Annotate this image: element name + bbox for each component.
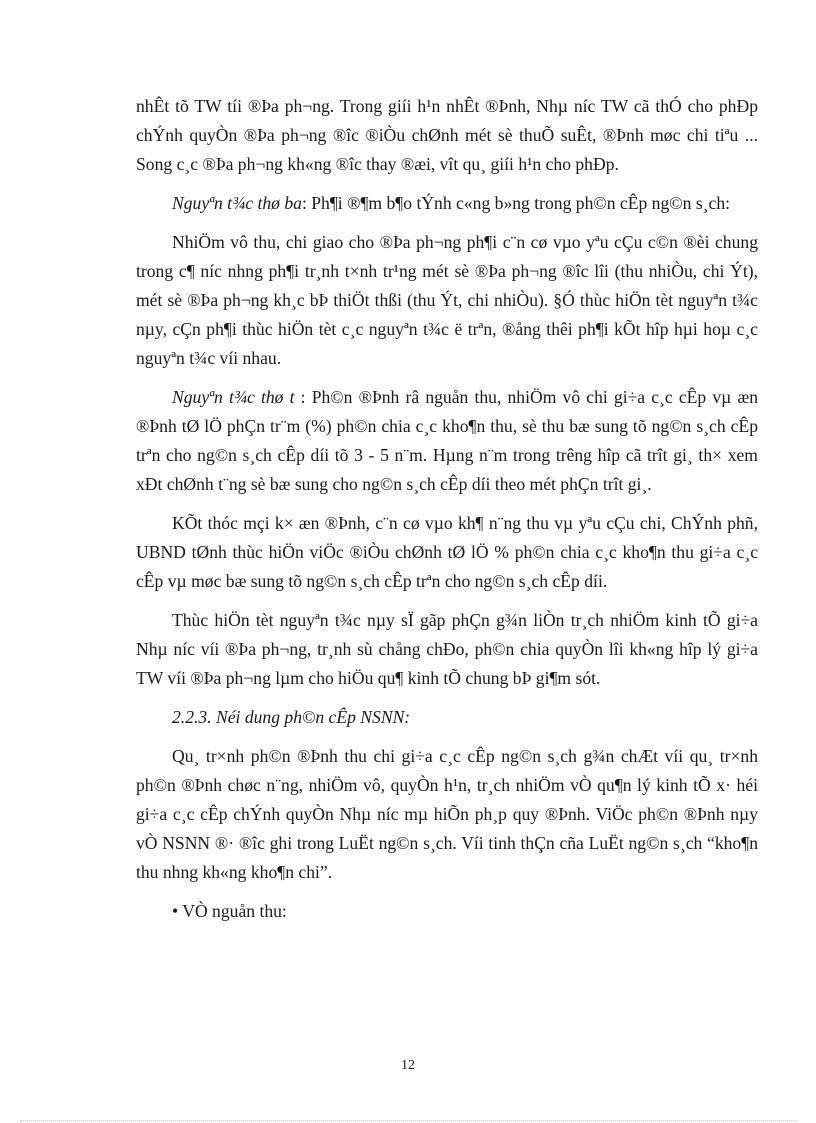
body-text bbox=[136, 92, 758, 926]
section-heading: 2.2.3. Néi dung ph©n cÊp NSNN: bbox=[172, 707, 411, 727]
page-bottom-divider bbox=[20, 1120, 796, 1121]
paragraph-principle-3: Nguyªn t¾c thø ba: Ph¶i ®¶m b¶o tÝnh c«ng b»ng trong ph©n cÊp ng©n s¸ch: bbox=[172, 193, 731, 213]
paragraph-1: nhÊt tõ TW tíi ®Þa ph¬ng. Trong giíi h¹n nhÊt ®Þnh, Nhµ níc TW cã thÓ cho phÐp chÝnh quyÒn ®Þa ph¬ng ®îc ®iÒu chØnh mét sè thuÕ suÊt, ®Þnh møc chi tiªu ... Song c¸c ®Þa ph¬ng kh«ng ®îc thay ®æi, vît qu¸ giíi h¹n cho phÐp. bbox=[136, 96, 758, 174]
paragraph-5: KÕt thóc mçi k× æn ®Þnh, c¨n cø vµo kh¶ n¨ng thu vµ yªu cÇu chi, ChÝnh phñ, UBND tØnh thùc hiÖn viÖc ®iÒu chØnh tØ lÖ % ph©n chia c¸c kho¶n thu gi÷a c¸c cÊp vµ møc bæ sung tõ ng©n s¸ch cÊp trªn cho ng©n s¸ch cÊp díi. bbox=[136, 513, 758, 591]
principle-3-lead: Nguyªn t¾c thø ba bbox=[172, 193, 302, 213]
page-number: 12 bbox=[401, 1058, 415, 1073]
paragraph-7: Qu¸ tr×nh ph©n ®Þnh thu chi gi÷a c¸c cÊp ng©n s¸ch g¾n chÆt víi qu¸ tr×nh ph©n ®Þnh chøc n¨ng, nhiÖm vô, quyÒn h¹n, tr¸ch nhiÖm vÒ qu¶n lý kinh tÕ x· héi gi÷a c¸c cÊp chÝnh quyÒn Nhµ níc mµ hiÕn ph¸p quy ®Þnh. ViÖc ph©n ®Þnh nµy vÒ NSNN ®· ®îc ghi trong LuËt ng©n s¸ch. Víi tinh thÇn cña LuËt ng©n s¸ch “kho¶n thu nhng kh«ng kho¶n chi”. bbox=[136, 746, 758, 882]
principle-4-lead: Nguyªn t¾c thø t bbox=[172, 387, 301, 407]
paragraph-principle-4: Nguyªn t¾c thø t : Ph©n ®Þnh râ nguån thu, nhiÖm vô chi gi÷a c¸c cÊp vµ æn ®Þnh tØ lÖ phÇn tr¨m (%) ph©n chia c¸c kho¶n thu, sè thu bæ sung tõ ng©n s¸ch cÊp trªn cho ng©n s¸ch cÊp díi tõ 3 - 5 n¨m. Hµng n¨m trong trêng hîp cã trît gi¸ th× xem xÐt chØnh t¨ng sè bæ sung cho ng©n s¸ch cÊp díi theo mét phÇn trît gi¸. bbox=[136, 387, 758, 494]
paragraph-6: Thùc hiÖn tèt nguyªn t¾c nµy sÏ gãp phÇn g¾n liÒn tr¸ch nhiÖm kinh tÕ gi÷a Nhµ níc víi ®Þa ph¬ng, tr¸nh sù chång chÐo, ph©n chia quyÒn lîi kh«ng hîp lý gi÷a TW víi ®Þa ph¬ng lµm cho hiÖu qu¶ kinh tÕ chung bÞ gi¶m sót. bbox=[136, 610, 758, 688]
paragraph-3: NhiÖm vô thu, chi giao cho ®Þa ph¬ng ph¶i c¨n cø vµo yªu cÇu c©n ®èi chung trong c¶ níc nhng ph¶i tr¸nh t×nh tr¹ng mét sè ®Þa ph¬ng ®îc lîi (thu nhiÒu, chi Ýt), mét sè ®Þa ph¬ng kh¸c bÞ thiÖt thßi (thu Ýt, chi nhiÒu). §Ó thùc hiÖn tèt nguyªn t¾c nµy, cÇn ph¶i thùc hiÖn tèt c¸c nguyªn t¾c ë trªn, ®ång thêi ph¶i kÕt hîp hµi hoµ c¸c nguyªn t¾c víi nhau. bbox=[136, 232, 758, 368]
bullet-item: • VÒ nguån thu: bbox=[172, 901, 287, 921]
